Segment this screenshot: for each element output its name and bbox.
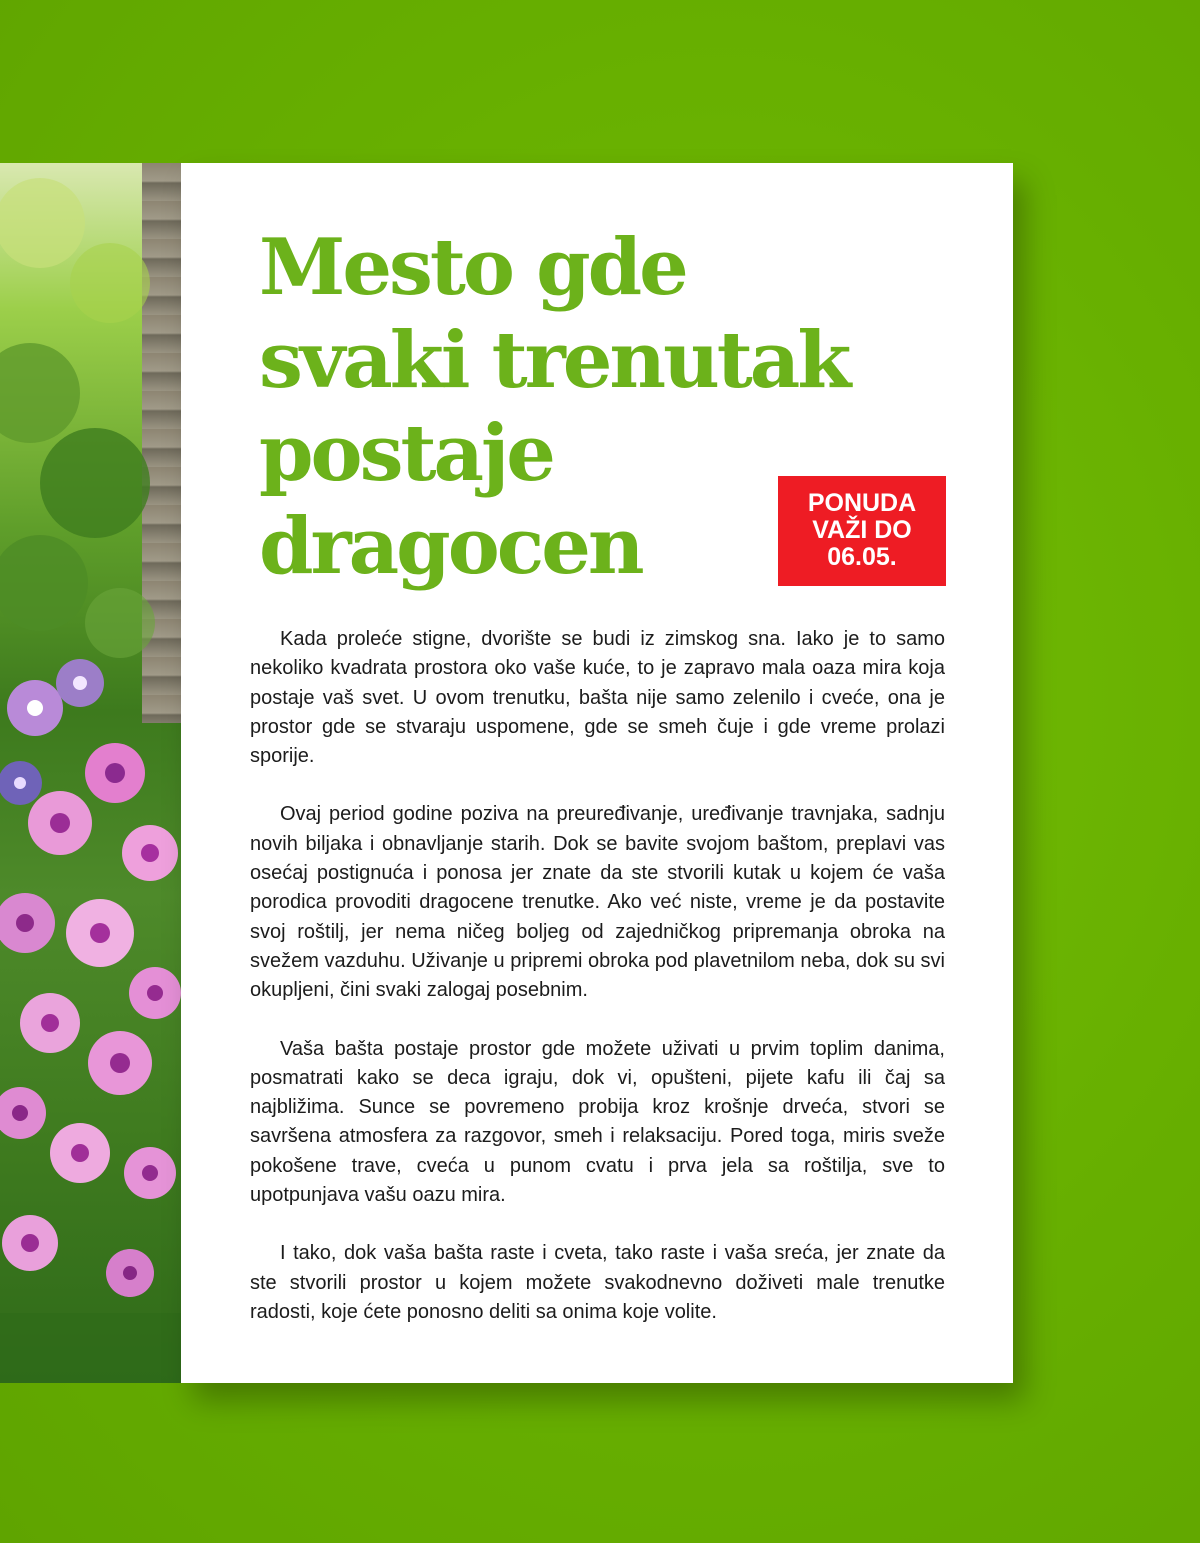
badge-line: VAŽI DO — [812, 516, 912, 544]
badge-line: 06.05. — [827, 543, 897, 571]
paragraph: Ovaj period godine poziva na preuređivanje, uređivanje travnjaka, sadnju novih biljaka i obnavljanje starih. Dok se bavite svojom baštom, preplavi vas osećaj postignuća i ponosa jer znate da ste stvorili kutak u kojem će vaša porodica provoditi dragocene trenutke. Ako već niste, vreme je da postavite svoj roštilj, jer nema ničeg boljeg od zajedničkog pripremanja obroka na svežem vazduhu. Uživanje u pripremi obroka pod plavetnilom neba, dok su svi okupljeni, čini svaki zalogaj posebnim. — [250, 803, 945, 1002]
paragraph: Vaša bašta postaje prostor gde možete uživati u prvim toplim danima, posmatrati kako se deca igraju, dok vi, opušteni, pijete kafu ili čaj sa najbližima. Sunce se povremeno probija kroz krošnje drveća, stvori se savršena atmosfera za razgovor, smeh i relaksaciju. Pored toga, miris sveže pokošene trave, cveća u punom cvatu i prva jela sa roštilja, sve to upotpunjava vašu oazu mira. — [250, 1037, 945, 1207]
garden-flowers-photo — [0, 163, 181, 1383]
badge-line: PONUDA — [807, 489, 917, 517]
headline-line: postaje — [259, 408, 553, 499]
offer-validity-badge — [778, 476, 946, 586]
headline-line: dragocen — [259, 501, 642, 592]
headline-line: svaki trenutak — [259, 315, 849, 406]
petunia-flowers-illustration — [0, 163, 181, 1383]
paragraph: I tako, dok vaša bašta raste i cveta, tako raste i vaša sreća, jer znate da ste stvorili prostor u kojem možete svakodnevno doživeti male trenutke radosti, koje ćete ponosno deliti sa onima koje volite. — [250, 1242, 945, 1323]
headline-line: Mesto gde — [259, 222, 686, 313]
article-card — [181, 163, 1013, 1383]
paragraph: Kada proleće stigne, dvorište se budi iz zimskog sna. Iako je to samo nekoliko kvadrata prostora oko vaše kuće, to je zapravo mala oaza mira koja postaje vaš svet. U ovom trenutku, bašta nije samo zelenilo i cveće, ona je prostor gde se stvaraju uspomene, gde se smeh čuje i gde vreme prolazi sporije. — [250, 628, 945, 768]
article-body — [250, 625, 945, 1327]
